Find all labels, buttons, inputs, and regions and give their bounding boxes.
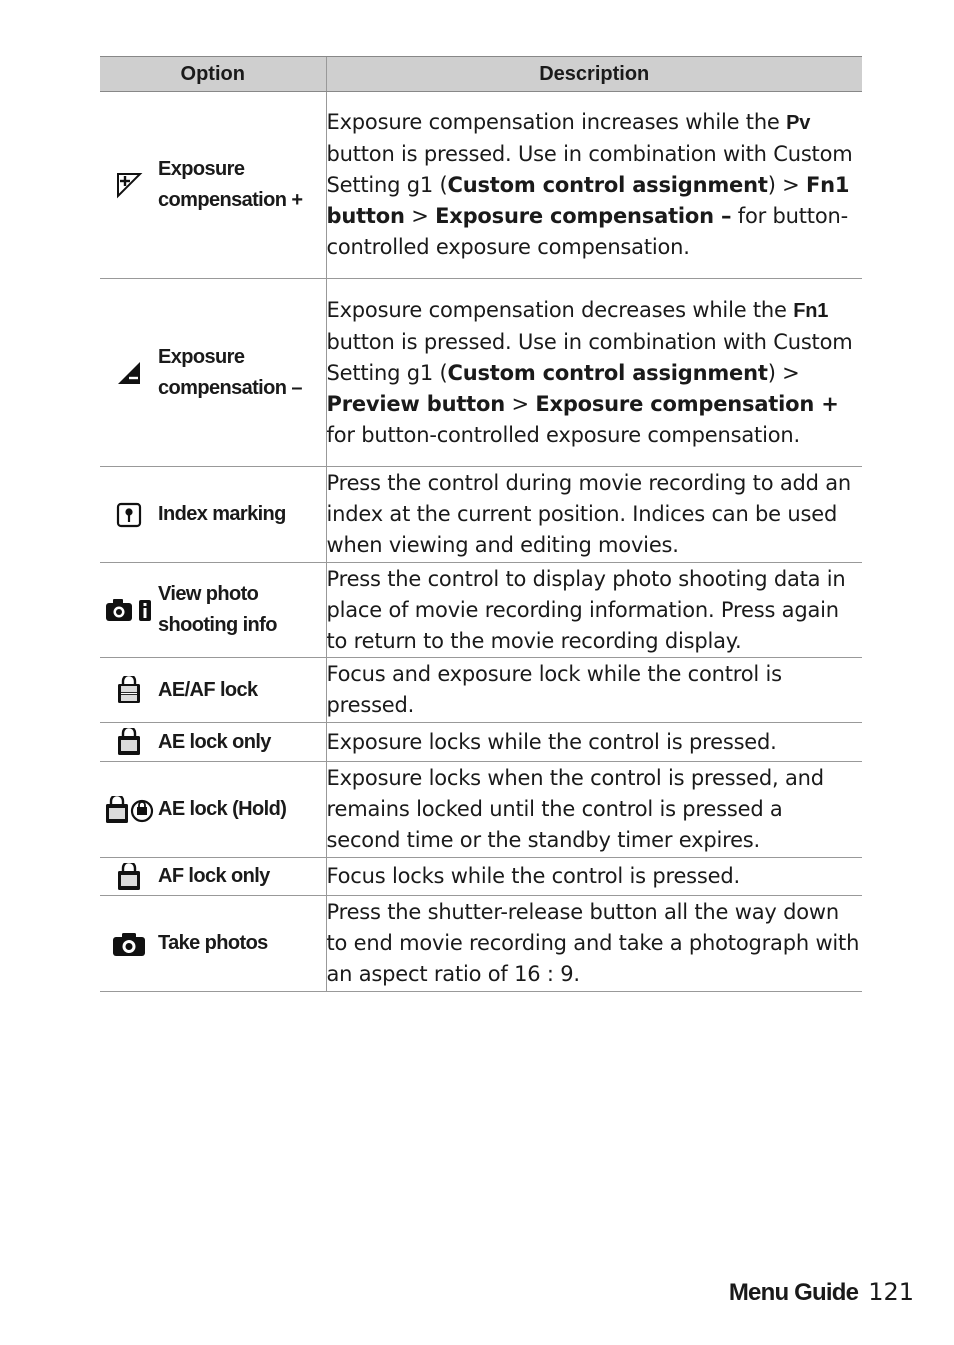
option-name: Exposure compensation + <box>158 92 326 279</box>
section-title: Menu Guide <box>728 1279 859 1306</box>
index-marking-icon <box>116 502 142 528</box>
table-row <box>100 896 862 992</box>
option-description: Exposure locks when the control is pressed, and remains locked until the control is pressed a second time or the standby timer expires. <box>326 762 862 858</box>
exposure-compensation-plus-icon <box>115 171 143 199</box>
table-row <box>100 467 862 563</box>
option-description: Exposure locks while the control is pressed. <box>326 723 862 762</box>
icon-cell <box>100 279 158 467</box>
table-row <box>100 762 862 858</box>
option-name: View photo shooting info <box>158 563 326 658</box>
ae-af-lock-icon <box>116 676 142 704</box>
option-description: Press the shutter-release button all the way down to end movie recording and take a photograph with an aspect ratio of 16 : 9. <box>326 896 862 992</box>
icon-cell <box>100 92 158 279</box>
icon-cell <box>100 762 158 858</box>
option-name: Exposure compensation – <box>158 279 326 467</box>
option-name: Take photos <box>158 896 326 992</box>
icon-cell <box>100 858 158 896</box>
page-number: 121 <box>868 1278 914 1306</box>
option-name: AE lock (Hold) <box>158 762 326 858</box>
table-row <box>100 658 862 723</box>
option-name: AF lock only <box>158 858 326 896</box>
table-header-row <box>100 57 862 92</box>
table-row <box>100 92 862 279</box>
option-description: Focus and exposure lock while the control is pressed. <box>326 658 862 723</box>
option-description: Focus locks while the control is pressed. <box>326 858 862 896</box>
option-description: Exposure compensation decreases while the Fn1 button is pressed. Use in combination with Custom Setting g1 (Custom control assignment) > Preview button > Exposure compensation + for button-controlled exposure compensation. <box>326 279 862 467</box>
icon-cell <box>100 723 158 762</box>
option-description: Press the control during movie recording to add an index at the current position. Indices can be used when viewing and editing movies. <box>326 467 862 563</box>
af-lock-icon <box>116 863 142 891</box>
ae-lock-hold-icon <box>104 796 154 824</box>
header-option: Option <box>100 57 326 92</box>
table-row <box>100 279 862 467</box>
view-photo-info-icon <box>105 597 153 623</box>
page-footer <box>729 1278 914 1307</box>
option-description: Press the control to display photo shooting data in place of movie recording information. Press again to return to the movie recording display. <box>326 563 862 658</box>
table-row <box>100 858 862 896</box>
icon-cell <box>100 896 158 992</box>
option-name: Index marking <box>158 467 326 563</box>
icon-cell <box>100 658 158 723</box>
camera-icon <box>112 931 146 957</box>
option-name: AE/AF lock <box>158 658 326 723</box>
options-table <box>100 56 862 992</box>
icon-cell <box>100 467 158 563</box>
header-description: Description <box>326 57 862 92</box>
table-row <box>100 563 862 658</box>
ae-lock-icon <box>116 728 142 756</box>
option-description: Exposure compensation increases while the Pv button is pressed. Use in combination with Custom Setting g1 (Custom control assignment) > Fn1 button > Exposure compensation – for button-controlled exposure compensation. <box>326 92 862 279</box>
table-row <box>100 723 862 762</box>
option-name: AE lock only <box>158 723 326 762</box>
exposure-compensation-minus-icon <box>115 359 143 387</box>
icon-cell <box>100 563 158 658</box>
